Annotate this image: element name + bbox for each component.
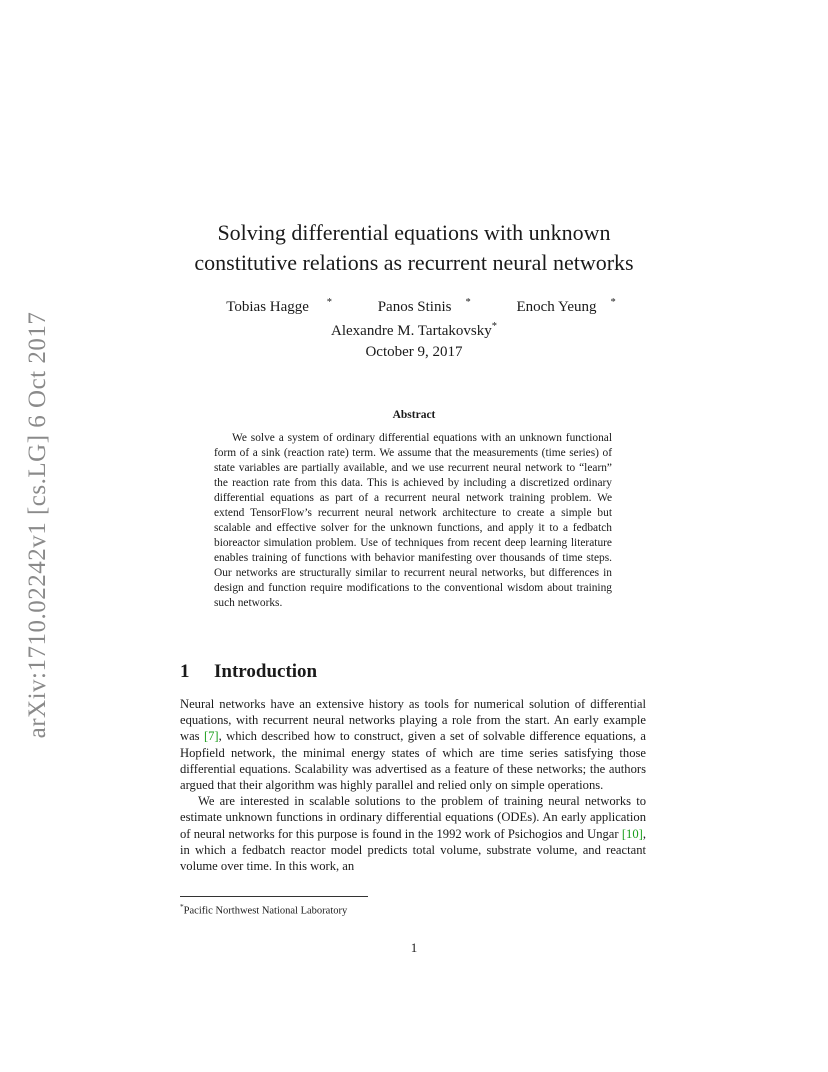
abstract-text: We solve a system of ordinary differential equations with an unknown functional form of a sink (reaction rate) term. We assume that the measurements (time series) of state variables are partially available, and we use recurrent neural network to “learn” the reaction rate from this data. This is achieved by including a discretized ordinary differential equations as part of a recurrent neural network training problem. We extend TensorFlow’s recurrent neural network architecture to create a simple but scalable and effective solver for the unknown functions, and apply it to a fedbatch bioreactor simulation problem. Use of techniques from recent deep learning literature enables training of functions with behavior manifesting over thousands of time steps. Our networks are structurally similar to recurrent neural networks, but differences in design and function require modifications to the conventional wisdom about training such networks.	[214, 432, 612, 609]
publication-date: October 9, 2017	[365, 344, 463, 360]
citation-link[interactable]: [7]	[203, 729, 219, 744]
footnote: *Pacific Northwest National Laboratory	[180, 902, 348, 917]
title-line-1: Solving differential equations with unknown	[217, 220, 611, 245]
author-2: Panos Stinis *	[377, 297, 471, 315]
author-1: Tobias Hagge *	[226, 297, 332, 315]
paragraph-1: Neural networks have an extensive history as tools for numerical solution of differential equations, with recurrent neural networks playing a role from the start. An early example was [7], which described how to construct, given a set of solvable difference equations, a Hopfield network, the minimal energy states of which are time series satisfying those differential equations. Scalability was advertised as a feature of these networks; the authors argued that their algorithm was highly parallel and relied only on simple operations.	[180, 697, 646, 793]
page-number: 1	[410, 940, 418, 955]
title-line-2: constitutive relations as recurrent neural networks	[194, 250, 634, 275]
author-block	[140, 293, 688, 341]
section-title: Introduction	[214, 661, 318, 682]
paragraph-2: We are interested in scalable solutions to the problem of training neural networks to estimate unknown functions in ordinary differential equations (ODEs). An early application of neural networks for this purpose is found in the 1992 work of Psichogios and Ungar [10], in which a fedbatch reactor model predicts total volume, substrate volume, and reactant volume over time. In this work, an	[180, 794, 646, 874]
abstract-heading: Abstract	[392, 409, 436, 421]
author-4: Alexandre M. Tartakovsky*	[331, 321, 497, 339]
section-heading	[180, 661, 317, 683]
arxiv-stamp	[18, 0, 58, 1072]
citation-link[interactable]: [10]	[621, 826, 643, 841]
author-3: Enoch Yeung *	[516, 297, 616, 315]
section-number: 1	[180, 661, 190, 682]
arxiv-identifier: arXiv:1710.02242v1 [cs.LG] 6 Oct 2017	[24, 311, 51, 739]
body-text	[180, 696, 646, 874]
paper-title	[140, 218, 688, 278]
footnote-rule	[180, 896, 368, 897]
